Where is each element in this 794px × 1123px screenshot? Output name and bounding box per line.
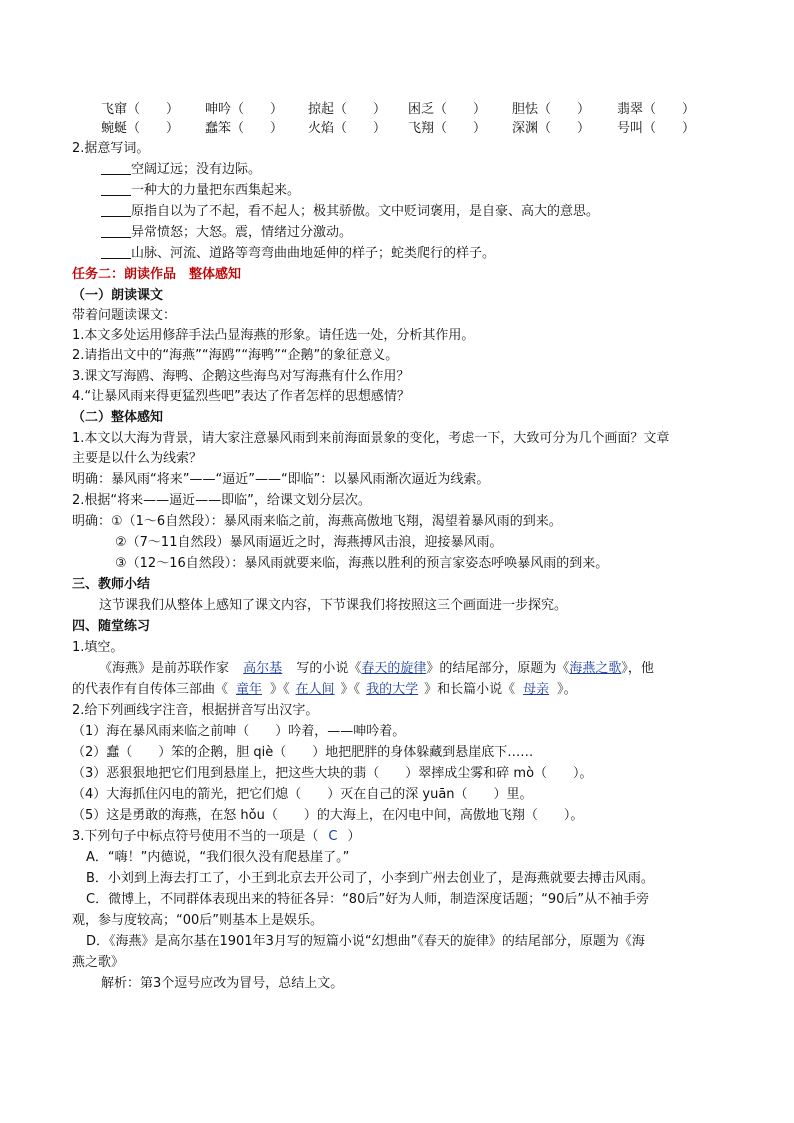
task2-heading: 任务二：朗读作品 整体感知 <box>72 267 242 282</box>
q2-item <box>101 224 754 242</box>
q2-item-text: 原指自以为了不起，看不起人；极其骄傲。文中贬词褒用，是自豪、高大的意思。 <box>131 204 600 219</box>
q2-item <box>101 203 754 221</box>
vocab-item: 蜿蜒（ ） <box>101 121 180 136</box>
answer-book-2: 在人间 <box>295 682 335 697</box>
section-read-heading: （一）朗读课文 <box>72 288 164 303</box>
perceive-question-1b: 主要是以什么为线索？ <box>72 451 203 466</box>
vocab-item: 深渊（ ） <box>512 121 591 136</box>
option-c-line-2: 观，参与度较高；“00后”则基本上是娱乐。 <box>72 913 324 928</box>
summary-heading: 三、教师小结 <box>72 577 151 592</box>
text: 写的小说《 <box>296 661 362 676</box>
vocab-item: 蠢笨（ ） <box>205 121 284 136</box>
answer-choice: C <box>328 829 338 844</box>
practice-2-item-4: （4）大海抓住闪电的箭光，把它们熄（ ）灭在自己的深 yuān（ ）里。 <box>72 787 533 802</box>
practice-2-item-1: （1）海在暴风雨来临之前呻（ ）吟着，——呻吟着。 <box>72 724 406 739</box>
q2-title: 2.据意写词。 <box>72 141 150 156</box>
answer-book-1: 童年 <box>236 682 263 697</box>
read-question-1: 1.本文多处运用修辞手法凸显海燕的形象。请任选一处，分析其作用。 <box>72 328 475 343</box>
q2-item <box>101 161 754 179</box>
summary-text: 这节课我们从整体上感知了课文内容，下节课我们将按照这三个画面进一步探究。 <box>99 598 568 613</box>
text: 》和长篇小说《 <box>424 682 516 697</box>
text: 》《 <box>340 682 361 697</box>
perceive-answer-1: 明确：暴风雨“将来”——“逼近”——“即临”：以暴风雨渐次逼近为线索。 <box>72 472 490 487</box>
perceive-answer-2-2: ②（7～11自然段）暴风雨逼近之时，海燕搏风击浪，迎接暴风雨。 <box>115 535 503 550</box>
practice-3-title <box>72 828 754 846</box>
answer-book-4: 母亲 <box>523 682 550 697</box>
practice-2-item-3: （3）恶狠狠地把它们甩到悬崖上，把这些大块的翡（ ）翠摔成尘雾和碎 mò（ ）。 <box>72 766 593 781</box>
answer-book-3: 我的大学 <box>366 682 419 697</box>
answer-novel: 春天的旋律 <box>361 661 427 676</box>
text: ） <box>347 829 361 844</box>
practice-2-item-2: （2）蠢（ ）笨的企鹅，胆 qiè（ ）地把肥胖的身体躲藏到悬崖底下…… <box>72 745 534 760</box>
practice-heading: 四、随堂练习 <box>72 619 151 634</box>
read-question-2: 2.请指出文中的“海燕”“海鸥”“海鸭”“企鹅”的象征意义。 <box>72 348 399 363</box>
text: 《海燕》是前苏联作家 <box>99 661 230 676</box>
practice-2-title: 2.给下列画线字注音，根据拼音写出汉字。 <box>72 703 319 718</box>
practice-1-line-1 <box>99 660 754 678</box>
perceive-question-2: 2.根据“将来——逼近——即临”，给课文划分层次。 <box>72 493 371 508</box>
q2-item-text: 一种大的力量把东西集起来。 <box>131 183 301 198</box>
perceive-answer-2-1: 明确：①（1～6自然段）：暴风雨来临之前，海燕高傲地飞翔，渴望着暴风雨的到来。 <box>72 514 562 529</box>
explanation: 解析：第3个逗号应改为冒号，总结上文。 <box>101 976 344 991</box>
vocab-item: 胆怯（ ） <box>512 102 591 117</box>
option-c-line-1: C．微博上，不同群体表现出来的特征各异：“80后”好为人师，制造深度话题；“90后”从不袖手旁 <box>86 892 650 907</box>
q2-item-text: 异常愤怒；大怒。震，情绪过分激动。 <box>131 225 353 240</box>
text: 》。 <box>557 682 577 697</box>
option-d-line-1: D．《海燕》是高尔基在1901年3月写的短篇小说“幻想曲”《春天的旋律》的结尾部分，原题为《海 <box>86 934 645 949</box>
q2-item <box>101 182 754 200</box>
section-perceive-heading: （二）整体感知 <box>72 410 164 425</box>
practice-1-line-2 <box>72 681 754 699</box>
vocab-item: 火焰（ ） <box>308 121 387 136</box>
read-question-4: 4.“让暴风雨来得更猛烈些吧”表达了作者怎样的思想感情？ <box>72 389 410 404</box>
q2-item-text: 空阔辽远；没有边际。 <box>131 162 262 177</box>
practice-1-title: 1.填空。 <box>72 640 124 655</box>
perceive-question-1a: 1.本文以大海为背景，请大家注意暴风雨到来前海面景象的变化，考虑一下，大致可分为几个画面？文章 <box>72 431 670 446</box>
answer-author: 高尔基 <box>243 661 283 676</box>
vocab-item: 掠起（ ） <box>308 102 387 117</box>
q2-item <box>101 245 754 263</box>
text: 3.下列句子中标点符号使用不当的一项是（ <box>72 829 319 844</box>
option-b: B．小刘到上海去打工了，小王到北京去开公司了，小李到广州去创业了，是海燕就要去搏击风雨。 <box>86 871 654 886</box>
vocab-item: 号叫（ ） <box>617 121 696 136</box>
section-read-intro: 带着问题读课文： <box>72 308 177 323</box>
perceive-answer-2-3: ③（12～16自然段）：暴风雨就要来临，海燕以胜利的预言家姿态呼唤暴风雨的到来。 <box>115 556 609 571</box>
option-d-line-2: 燕之歌》 <box>72 955 125 970</box>
text: 》的结尾部分，原题为《 <box>426 661 570 676</box>
vocab-item: 翡翠（ ） <box>617 102 696 117</box>
q2-item-text: 山脉、河流、道路等弯弯曲曲地延伸的样子；蛇类爬行的样子。 <box>131 246 496 261</box>
option-a: A．“嗨！”内德说，“我们很久没有爬悬崖了。” <box>86 850 350 865</box>
text: 》《 <box>270 682 290 697</box>
vocab-item: 飞翔（ ） <box>408 121 487 136</box>
text: 》，他 <box>621 661 654 676</box>
text: 的代表作有自传体三部曲《 <box>72 682 229 697</box>
answer-title: 海燕之歌 <box>569 661 622 676</box>
read-question-3: 3.课文写海鸥、海鸭、企鹅这些海鸟对写海燕有什么作用？ <box>72 369 410 384</box>
practice-2-item-5: （5）这是勇敢的海燕，在怒 hǒu（ ）的大海上，在闪电中间，高傲地飞翔（ ）。 <box>72 808 584 823</box>
vocab-item: 困乏（ ） <box>408 102 487 117</box>
vocab-item: 呻吟（ ） <box>205 102 284 117</box>
vocab-item: 飞窜（ ） <box>101 102 180 117</box>
